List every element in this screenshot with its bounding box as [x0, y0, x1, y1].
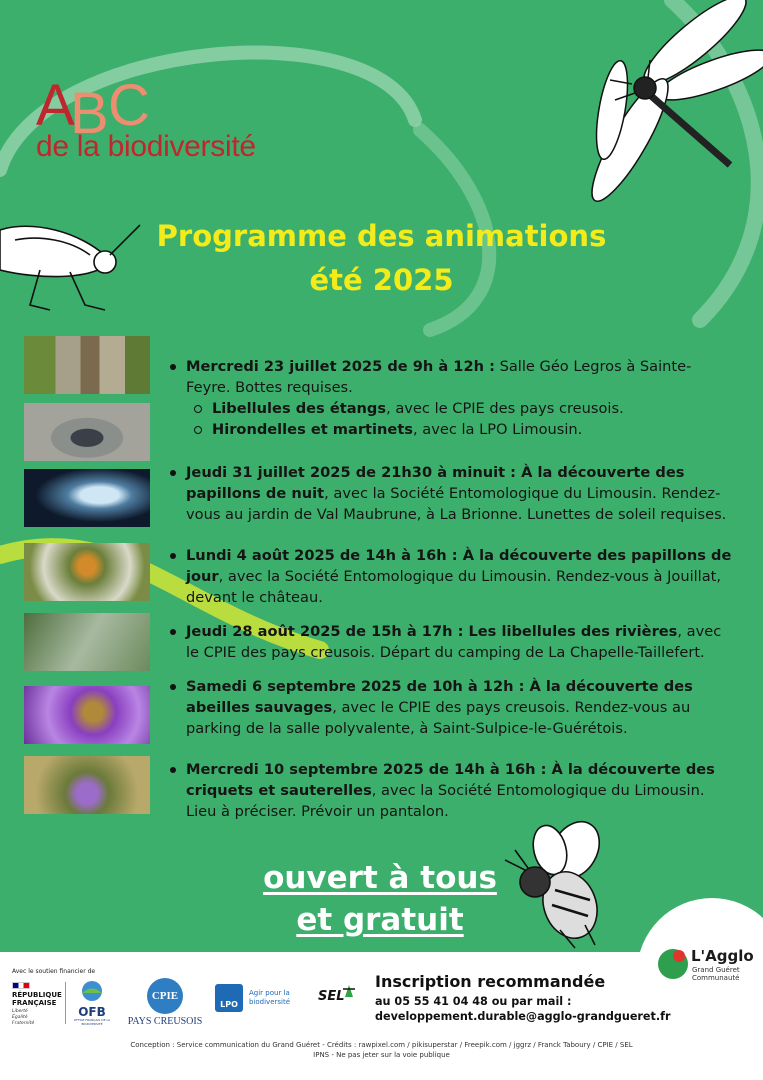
item-1-sub-2-text: , avec la LPO Limousin. — [412, 421, 583, 438]
support-label: Avec le soutien financier de — [12, 968, 96, 975]
program-item-6 — [164, 759, 734, 822]
inscription-block — [375, 972, 671, 1024]
item-3-text: , avec la Société Entomologique du Limousin. Rendez-vous à Jouillat, devant le château. — [186, 568, 722, 606]
cpie-logo — [120, 978, 210, 1027]
item-1-sub-1-text: , avec le CPIE des pays creusois. — [386, 400, 624, 417]
photo-grasshopper — [24, 756, 150, 814]
item-4-text: , avec le CPIE des pays creusois. Départ du camping de La Chapelle-Taillefert. — [186, 623, 722, 661]
program-item-2 — [164, 462, 734, 525]
cpie-text: CPIE — [151, 990, 179, 1002]
page-title: Programme des animations — [156, 219, 607, 253]
item-1-sub-2-title: Hirondelles et martinets — [212, 421, 413, 438]
photo-butterfly — [24, 543, 150, 601]
agglo-sub1: Grand Guéret — [692, 966, 740, 974]
photo-wild-bee — [24, 686, 150, 744]
lpo-slogan: Agir pour la biodiversité — [249, 989, 291, 1006]
contact-phone: au 05 55 41 04 48 ou par mail : — [375, 995, 572, 1008]
lpo-badge — [215, 984, 243, 1012]
item-1-sub-1 — [186, 398, 734, 419]
credits-line: Conception : Service communication du Grand Guéret - Crédits : rawpixel.com / pikisuperstar / Freepik.com / jggrz / Franck Taboury / CPIE / SEL — [130, 1041, 633, 1049]
photo-swallows — [24, 403, 150, 461]
free-text: et gratuit — [296, 902, 464, 938]
cpie-name: PAYS CREUSOIS — [127, 1016, 203, 1027]
item-3-title: Lundi 4 août 2025 de 14h à 16h : À la découverte des papillons de jour — [186, 547, 732, 585]
french-flag-icon — [12, 982, 30, 989]
sel-text: SEL — [318, 989, 345, 1004]
photo-dragonfly-reeds — [24, 336, 150, 394]
agglo-name: L'Agglo — [691, 947, 754, 965]
item-5-title: Samedi 6 septembre 2025 de 10h à 12h : À la découverte des abeilles sauvages — [186, 678, 693, 716]
cpie-badge — [147, 978, 183, 1014]
program-item-4 — [164, 621, 734, 663]
dragonfly-illustration — [570, 0, 763, 210]
republique-motto: Liberté Égalité Fraternité — [12, 1009, 35, 1026]
photo-damselfly — [24, 613, 150, 671]
item-1-sub-1-title: Libellules des étangs — [212, 400, 387, 417]
program-item-3 — [164, 545, 734, 608]
item-5-text: , avec le CPIE des pays creusois. Rendez-vous au parking de la salle polyvalente, à Saint-Sulpice-le-Guérétois. — [186, 699, 691, 737]
ofb-globe-icon — [78, 980, 106, 1002]
item-2-text: , avec la Société Entomologique du Limousin. Rendez-vous au jardin de Val Maubrune, à La Brionne. Lunettes de soleil requises. — [186, 485, 727, 523]
program-item-5 — [164, 676, 734, 739]
ofb-logo — [72, 980, 112, 1026]
abc-letters — [36, 72, 166, 146]
lpo-text: LPO — [220, 1000, 238, 1009]
contact-email[interactable]: developpement.durable@agglo-grandgueret.fr — [375, 1010, 671, 1023]
ofb-full-name: OFFICE FRANÇAIS DE LA BIODIVERSITÉ — [73, 1018, 111, 1026]
abc-biodiversite-logo — [36, 72, 256, 162]
program-item-1 — [164, 356, 734, 440]
republique-logo — [12, 982, 70, 1027]
agglo-sub2: Communauté — [692, 974, 740, 982]
sel-logo — [318, 985, 360, 1009]
item-2-title: Jeudi 31 juillet 2025 de 21h30 à minuit : À la découverte des papillons de nuit — [186, 464, 685, 502]
ipns-line: IPNS - Ne pas jeter sur la voie publique — [313, 1051, 450, 1059]
logo-subtitle: de la biodiversité — [36, 130, 256, 163]
item-1-date: Mercredi 23 juillet 2025 de 9h à 12h : — [186, 358, 495, 375]
item-6-title: Mercredi 10 septembre 2025 de 14h à 16h : À la découverte des criquets et sauterelles — [186, 761, 715, 799]
logo-divider — [65, 982, 66, 1024]
logo-letter-c: C — [108, 73, 148, 138]
logo-letter-a: A — [36, 73, 73, 138]
photo-night-moths — [24, 469, 150, 527]
inscription-title: Inscription recommandée — [375, 972, 606, 991]
ofb-text: OFB — [78, 1005, 106, 1019]
item-6-text: , avec la Société Entomologique du Limousin. Lieu à préciser. Prévoir un pantalon. — [186, 782, 705, 820]
page-subtitle: été 2025 — [309, 263, 454, 297]
open-to-all-text: ouvert à tous — [263, 860, 497, 896]
item-4-title: Jeudi 28 août 2025 de 15h à 17h : Les libellules des rivières — [186, 623, 678, 640]
republique-text: RÉPUBLIQUE FRANÇAISE — [12, 991, 62, 1007]
item-1-sub-2 — [186, 419, 734, 440]
item-1-text: Salle Géo Legros à Sainte-Feyre. Bottes requises. — [186, 358, 692, 396]
logo-letter-b: B — [70, 81, 107, 146]
lpo-logo — [215, 984, 310, 1014]
